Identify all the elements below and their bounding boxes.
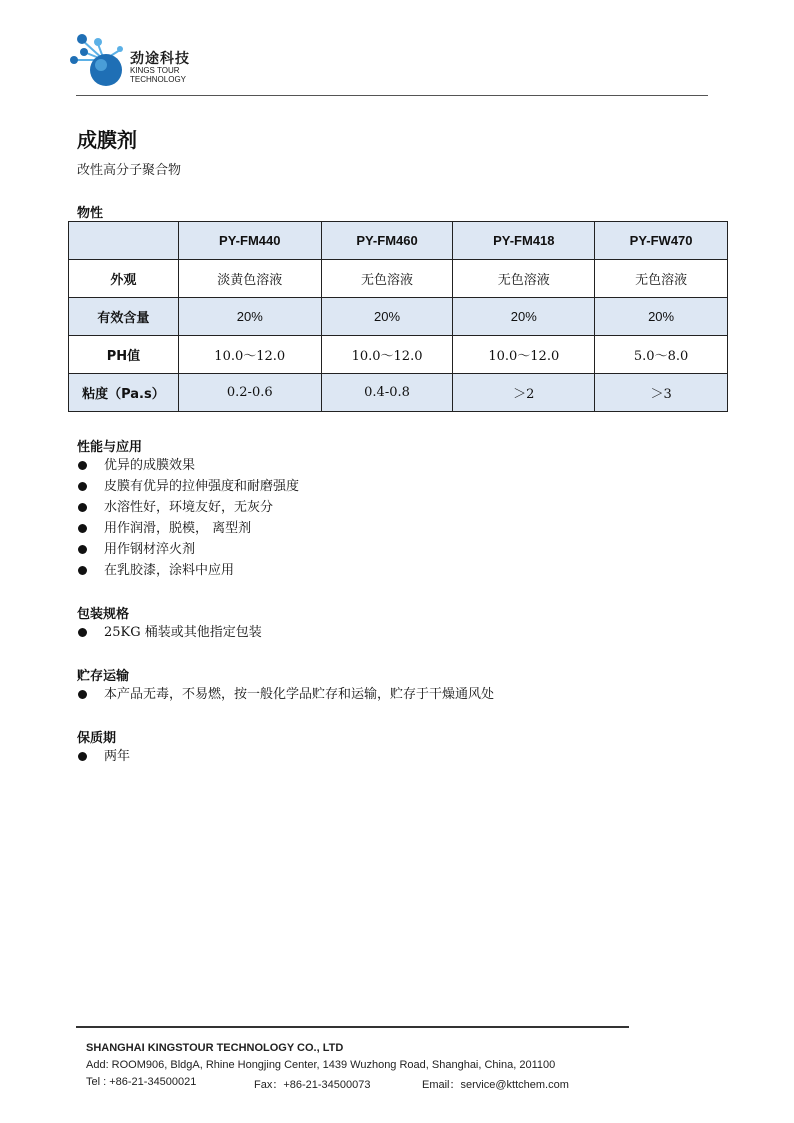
column-header: PY-FM418 (453, 222, 595, 260)
list-item (77, 560, 299, 581)
bullet-icon (78, 545, 87, 554)
table-cell: 20% (178, 298, 321, 336)
logo-english-line2: TECHNOLOGY (130, 75, 187, 84)
table-cell: 无色溶液 (595, 260, 728, 298)
table-cell: 无色溶液 (321, 260, 453, 298)
list-item-text: 用作润滑，脱模， 离型剂 (104, 521, 252, 536)
list-item (77, 622, 262, 643)
bullet-icon (78, 690, 87, 699)
table-row (69, 298, 728, 336)
list-item (77, 497, 299, 518)
bullet-icon (78, 503, 87, 512)
table-row (69, 374, 728, 412)
storage-heading: 贮存运输 (77, 669, 130, 684)
properties-heading: 物性 (77, 206, 104, 221)
table-cell: 0.2-0.6 (178, 374, 321, 412)
table-corner-cell (69, 222, 179, 260)
properties-table (68, 221, 728, 412)
bullet-icon (78, 752, 87, 761)
performance-list (77, 455, 299, 581)
list-item-text: 在乳胶漆，涂料中应用 (104, 563, 235, 578)
list-item (77, 455, 299, 476)
column-header: PY-FM440 (178, 222, 321, 260)
list-item-text: 水溶性好，环境友好，无灰分 (104, 500, 274, 515)
table-header-row (69, 222, 728, 260)
company-logo (70, 30, 210, 90)
shelf-life-heading: 保质期 (77, 731, 117, 746)
header-divider (76, 95, 708, 96)
bullet-icon (78, 566, 87, 575)
table-cell: 20% (595, 298, 728, 336)
footer-email[interactable]: Email：service@kttchem.com (422, 1079, 569, 1091)
packaging-heading: 包装规格 (77, 607, 130, 622)
footer-divider (76, 1026, 629, 1028)
list-item-text: 用作钢材淬火剂 (104, 542, 196, 557)
row-label-appearance: 外观 (69, 260, 179, 298)
packaging-list (77, 622, 262, 643)
bullet-icon (78, 524, 87, 533)
row-label-content: 有效含量 (69, 298, 179, 336)
list-item (77, 746, 130, 767)
footer-tel: Tel : +86-21-34500021 (86, 1076, 197, 1088)
table-cell: 10.0～12.0 (178, 336, 321, 374)
list-item-text: 优异的成膜效果 (104, 458, 196, 473)
row-label-viscosity: 粘度（Pa.s） (69, 374, 179, 412)
molecule-logo-icon (70, 30, 130, 90)
footer-address: Add: ROOM906, BldgA, Rhine Hongjing Center, 1439 Wuzhong Road, Shanghai, China, 201100 (86, 1059, 556, 1071)
table-cell: 10.0～12.0 (453, 336, 595, 374)
list-item (77, 539, 299, 560)
table-cell: 10.0～12.0 (321, 336, 453, 374)
column-header: PY-FW470 (595, 222, 728, 260)
table-cell: ＞2 (453, 374, 595, 412)
table-cell: 20% (453, 298, 595, 336)
table-cell: ＞3 (595, 374, 728, 412)
table-row (69, 260, 728, 298)
table-cell: 无色溶液 (453, 260, 595, 298)
table-cell: 5.0～8.0 (595, 336, 728, 374)
bullet-icon (78, 482, 87, 491)
bullet-icon (78, 628, 87, 637)
logo-chinese-name: 劲途科技 (130, 51, 190, 67)
row-label-ph: PH值 (69, 336, 179, 374)
shelf-life-list (77, 746, 130, 767)
list-item-text: 两年 (104, 749, 131, 764)
table-row (69, 336, 728, 374)
table-cell: 淡黄色溶液 (178, 260, 321, 298)
product-title: 成膜剂 (77, 128, 137, 152)
logo-english-line1: KINGS TOUR (130, 66, 180, 75)
product-subtitle: 改性高分子聚合物 (77, 163, 182, 178)
table-cell: 0.4-0.8 (321, 374, 453, 412)
list-item (77, 684, 494, 705)
footer-company-name: SHANGHAI KINGSTOUR TECHNOLOGY CO., LTD (86, 1042, 344, 1054)
footer-fax: Fax：+86-21-34500073 (254, 1079, 371, 1091)
storage-list (77, 684, 494, 705)
list-item-text: 皮膜有优异的拉伸强度和耐磨强度 (104, 479, 300, 494)
column-header: PY-FM460 (321, 222, 453, 260)
table-cell: 20% (321, 298, 453, 336)
list-item-text: 25KG 桶装或其他指定包装 (104, 625, 262, 640)
list-item (77, 476, 299, 497)
performance-heading: 性能与应用 (77, 440, 143, 455)
list-item-text: 本产品无毒，不易燃，按一般化学品贮存和运输，贮存于干燥通风处 (104, 687, 495, 702)
list-item (77, 518, 299, 539)
bullet-icon (78, 461, 87, 470)
